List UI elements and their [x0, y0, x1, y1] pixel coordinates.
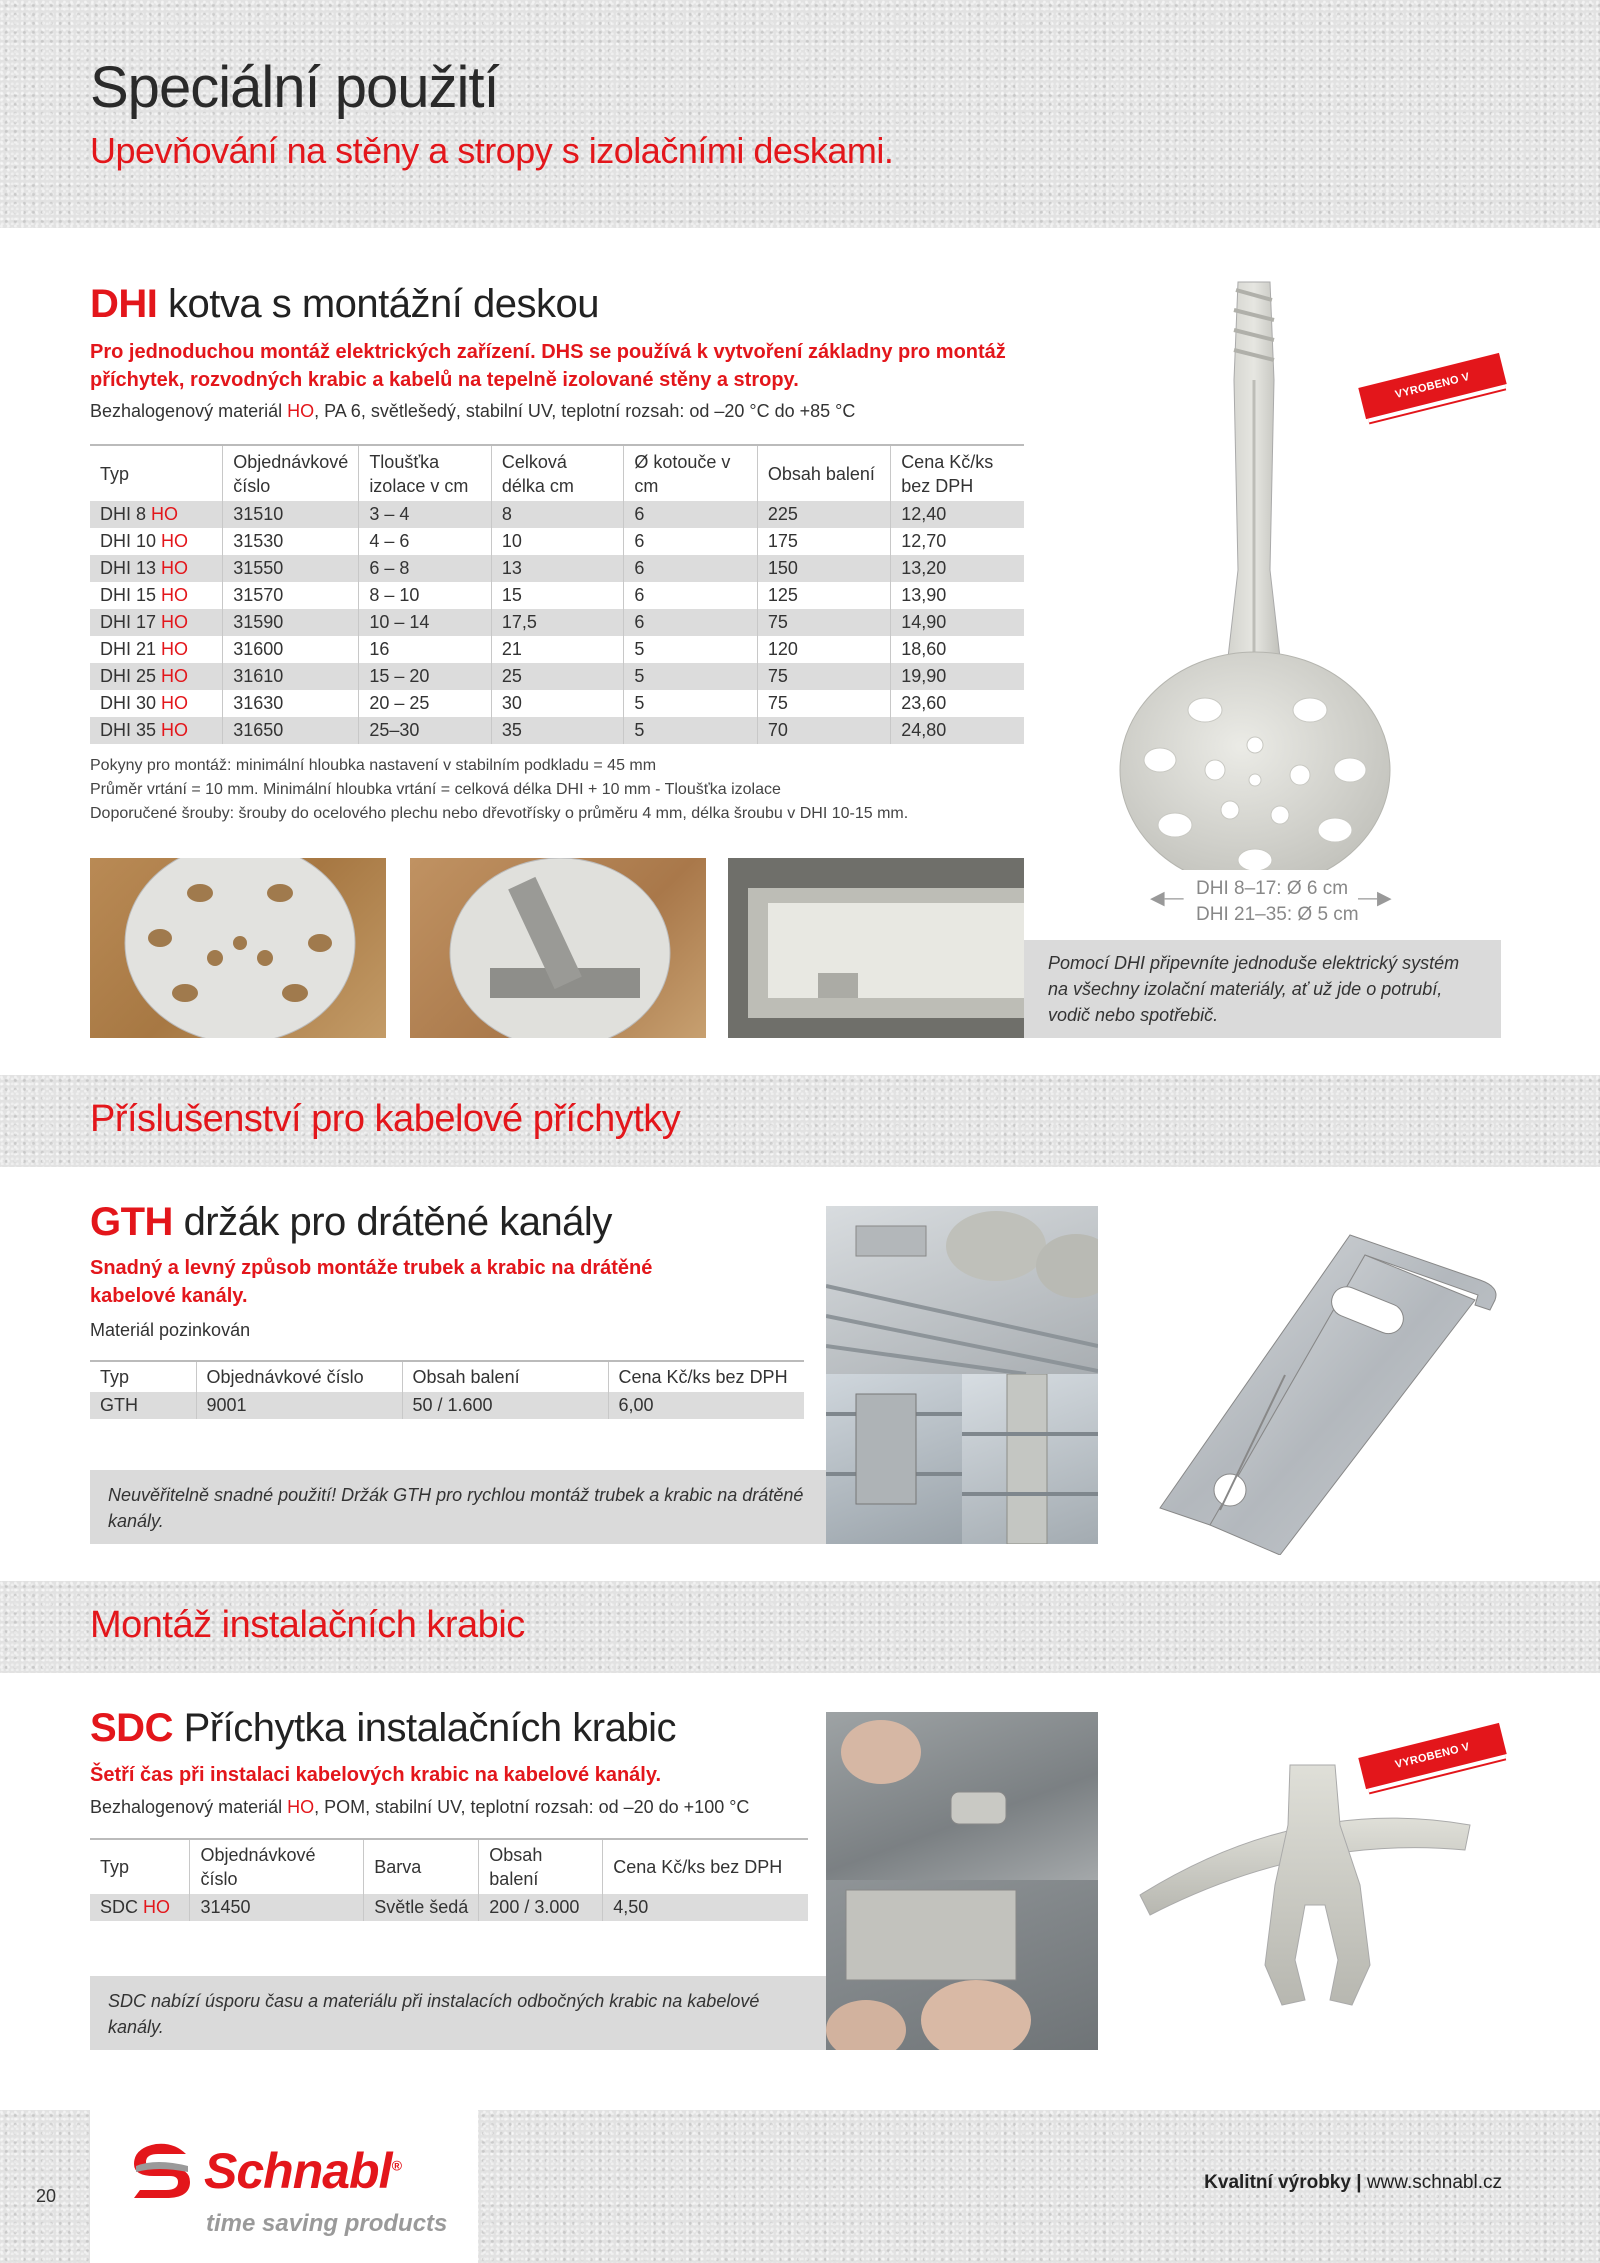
dhi-photo-disc: [90, 858, 386, 1038]
sdc-callout: SDC nabízí úsporu času a materiálu při instalacích odbočných krabic na kabelové kanály.: [90, 1976, 827, 2050]
dhi-name: kotva s montážní deskou: [168, 282, 599, 326]
table-row: DHI 21 HO 31600 16 21 5 120 18,60: [90, 636, 1024, 663]
page-subtitle: Upevňování na stěny a stropy s izolačními deskami.: [90, 130, 894, 171]
sdc-name: Příchytka instalačních krabic: [183, 1706, 676, 1750]
dhi-diameter-1: DHI 8–17: Ø 6 cm: [1196, 878, 1349, 899]
gth-photo-holder: [826, 1374, 962, 1544]
dhi-notes: [90, 754, 908, 826]
gth-code: GTH: [90, 1200, 173, 1244]
dhi-photo-mounted: [410, 858, 706, 1038]
dhi-th-length: Celková délka cm: [491, 445, 624, 501]
page-number: 20: [36, 2186, 57, 2206]
sdc-title: [90, 1706, 676, 1751]
sdc-lead: Šetří čas při instalaci kabelových krabic na kabelové kanály.: [90, 1764, 662, 1786]
dhi-table: [90, 444, 1024, 744]
sdc-material: Bezhalogenový materiál HO, POM, stabilní UV, teplotní rozsah: od –20 do +100 °C: [90, 1797, 750, 1817]
logo-panel: [90, 2110, 478, 2263]
sdc-th-pack: Obsah balení: [479, 1839, 603, 1894]
page-title: Speciální použití: [90, 55, 499, 120]
dhi-anchor-image: [1110, 270, 1400, 870]
sdc-th-color: Barva: [364, 1839, 479, 1894]
gth-th-type: Typ: [90, 1361, 196, 1392]
sdc-table: [90, 1838, 808, 1921]
gth-lead: Snadný a levný způsob montáže trubek a krabic na drátěné kabelové kanály.: [90, 1257, 653, 1307]
dhi-lead: Pro jednoduchou montáž elektrických zařízení. DHS se používá k vytvoření základny pro montáž příchytek, rozvodných krabic a kabelů na tepelně izolované stěny a stropy.: [90, 341, 1006, 391]
footer-claim: Kvalitní výrobky | www.schnabl.cz: [1204, 2172, 1502, 2193]
dhi-note: Průměr vrtání = 10 mm. Minimální hloubka vrtání = celková délka DHI + 10 mm - Tloušťka izolace: [90, 781, 781, 798]
dhi-note: Doporučené šrouby: šrouby do ocelového plechu nebo dřevotřísky o průměru 4 mm, délka šroubu v DHI 10-15 mm.: [90, 805, 909, 822]
dhi-th-price: Cena Kč/ks bez DPH: [891, 445, 1024, 501]
sdc-th-price: Cena Kč/ks bez DPH: [603, 1839, 808, 1894]
dhi-material: Bezhalogenový materiál HO, PA 6, světlešedý, stabilní UV, teplotní rozsah: od –20 °C do +85 °C: [90, 401, 856, 421]
dhi-code: DHI: [90, 282, 158, 326]
table-row: DHI 35 HO 31650 25–30 35 5 70 24,80: [90, 717, 1024, 744]
table-row: GTH 9001 50 / 1.600 6,00: [90, 1392, 804, 1419]
box-mounting-section-title: Montáž instalačních krabic: [90, 1604, 525, 1646]
dhi-note: Pokyny pro montáž: minimální hloubka nastavení v stabilním podkladu = 45 mm: [90, 757, 657, 774]
dhi-th-thickness: Tloušťka izolace v cm: [359, 445, 492, 501]
logo-wordmark: Schnabl®: [204, 2143, 401, 2199]
gth-name: držák pro drátěné kanály: [183, 1200, 612, 1244]
sdc-made-in-austria-badge: VYROBENO V RAKOUSKU: [1358, 1723, 1506, 1789]
table-row: DHI 8 HO 31510 3 – 4 8 6 225 12,40: [90, 501, 1024, 528]
table-row: DHI 25 HO 31610 15 – 20 25 5 75 19,90: [90, 663, 1024, 690]
table-row: DHI 13 HO 31550 6 – 8 13 6 150 13,20: [90, 555, 1024, 582]
sdc-th-type: Typ: [90, 1839, 190, 1894]
dhi-photo-lamp: [728, 858, 1024, 1038]
gth-th-pack: Obsah balení: [402, 1361, 608, 1392]
dhi-diameter-2: DHI 21–35: Ø 5 cm: [1196, 904, 1359, 925]
gth-th-price: Cena Kč/ks bez DPH: [608, 1361, 804, 1392]
gth-title: [90, 1200, 612, 1245]
dhi-th-pack: Obsah balení: [757, 445, 890, 501]
dhi-th-disc: Ø kotouče v cm: [624, 445, 757, 501]
footer-url-link[interactable]: www.schnabl.cz: [1366, 2172, 1502, 2193]
table-row: DHI 15 HO 31570 8 – 10 15 6 125 13,90: [90, 582, 1024, 609]
dhi-th-type: Typ: [90, 445, 223, 501]
dhi-title: [90, 282, 599, 327]
table-row: DHI 10 HO 31530 4 – 6 10 6 175 12,70: [90, 528, 1024, 555]
dhi-th-order: Objednávkové číslo: [223, 445, 359, 501]
schnabl-logo-icon: [126, 2140, 198, 2204]
footer-quality: Kvalitní výrobky: [1204, 2172, 1351, 2193]
gth-callout: Neuvěřitelně snadné použití! Držák GTH pro rychlou montáž trubek a krabic na drátěné kanály.: [90, 1470, 827, 1544]
gth-material: Materiál pozinkován: [90, 1320, 251, 1340]
logo-tagline: time saving products: [206, 2210, 448, 2237]
gth-table: [90, 1360, 804, 1419]
table-row: SDC HO 31450 Světle šedá 200 / 3.000 4,50: [90, 1894, 808, 1921]
accessories-section-title: Příslušenství pro kabelové příchytky: [90, 1098, 681, 1140]
gth-th-order: Objednávkové číslo: [196, 1361, 402, 1392]
table-row: DHI 17 HO 31590 10 – 14 17,5 6 75 14,90: [90, 609, 1024, 636]
sdc-photo-bottom: [826, 1880, 1098, 2050]
sdc-th-order: Objednávkové číslo: [190, 1839, 364, 1894]
gth-bracket-image: [1150, 1225, 1520, 1555]
sdc-code: SDC: [90, 1706, 173, 1750]
gth-photo-box: [826, 1206, 1098, 1374]
dhi-made-in-austria-badge: VYROBENO V RAKOUSKU: [1358, 353, 1506, 419]
gth-photo-pipe: [962, 1374, 1098, 1544]
sdc-photo-top: [826, 1712, 1098, 1880]
table-row: DHI 30 HO 31630 20 – 25 30 5 75 23,60: [90, 690, 1024, 717]
dhi-diameter-labels: ◀― DHI 8–17: Ø 6 cm DHI 21–35: Ø 5 cm ―▶: [1160, 876, 1359, 928]
dhi-callout: Pomocí DHI připevníte jednoduše elektrický systém na všechny izolační materiály, ať už jde o potrubí, vodič nebo spotřebič.: [1024, 940, 1501, 1038]
